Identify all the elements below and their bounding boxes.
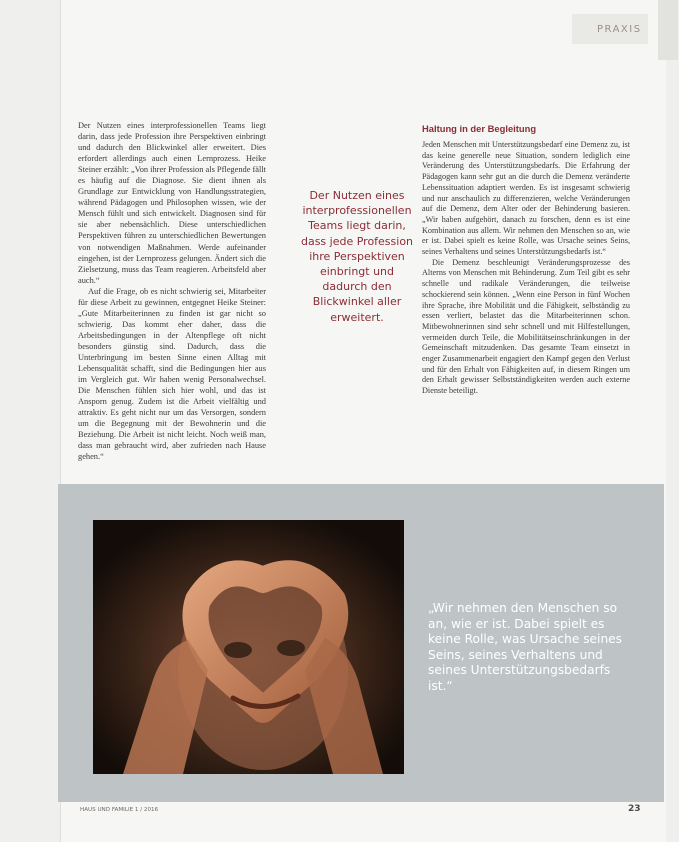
left-article-column [78, 120, 266, 462]
right-body [422, 140, 630, 450]
right-paragraph: Jeden Menschen mit Unterstützungsbedarf eine Demenz zu, ist das keine generelle neue Situation, sondern lediglich eine Veränderung des Unterstützungsbedarfs. Die Erfahrung der Pädagogen kann sehr gut an die durch die Demenz veränderte Lebenssituation adaptiert werden. Es ist insgesamt schwierig und nur anschaulich zu differenzieren, welche Veränderungen auf die Demenz, dem Alter oder der Behinderung basieren. „Wir haben aufgehört, danach zu forschen, denn es ist eine Kombination aus allem. Wir nehmen den Menschen so an, wie er ist. Dabei spielt es keine Rolle, was Ursache seines Seins, seines Verhaltens und seines Unterstützungsbedarfs ist.“ [422, 140, 630, 257]
mid-pullquote: Der Nutzen eines interprofessionellen Teams liegt darin, dass jede Profession ihre Perspektiven einbringt und dadurch den Blickwinkel aller erweitert. [300, 189, 414, 324]
section-label: PRAXIS [597, 23, 642, 35]
page-corner [658, 0, 678, 60]
photo-illustration [93, 520, 404, 774]
section-heading: Haltung in der Begleitung [422, 123, 537, 134]
right-article-column [422, 123, 630, 450]
left-paragraph: Auf die Frage, ob es nicht schwierig sei, Mitarbeiter für diese Arbeit zu gewinnen, entgegnet Heike Steiner: „Gute Mitarbeiterinnen zu finden ist gar nicht so schwierig. Das kommt eher daher, dass die Arbeitsbedingungen in der Altenpflege oft nicht besonders günstig sind. Dadurch, dass die Unterbringung im besten Sinne einen Alltag mit Lebensqualität schafft, sind die Bedingungen hier aus im Vergleich gut. Wir haben wenig Personalwechsel. Die Menschen fühlen sich hier wohl, und das ist Ansporn genug. Zudem ist die Arbeit vielfältig und attraktiv. Es geht nicht nur um das Versorgen, sondern um die Begegnung mit der Bewohnerin und die Beziehung. Die Arbeit ist nicht leicht. Noch weiß man, dass man gebraucht wird, aber zufrieden nach Hause gehen.“ [78, 286, 266, 462]
feature-quote: „Wir nehmen den Menschen so an, wie er ist. Dabei spielt es keine Rolle, was Ursache seines Seins, seines Verhaltens und seines Unterstützungsbedarfs ist.“ [428, 601, 623, 693]
left-paragraph: Der Nutzen eines interprofessionellen Teams liegt darin, dass jede Profession ihre Perspektiven einbringt und dadurch den Blickwinkel aller erweitert. Dies erfordert allerdings auch einen Lernprozess. Heike Steiner erzählt: „Von ihrer Profession als Pflegende fällt es häufig auf die Diagnose. Sie dient ihnen als Grundlage zur Entwicklung von Handlungsstrategien, während Pädagogen und Philosophen wissen, wie der Mensch fühlt und sich entwickelt. Diagnosen sind für sie aber nebensächlich. Diese unterschiedlichen Perspektiven führen zu unterschiedlichen Bewertungen von notwendigen Maßnahmen. Werde aufeinander eingehen, ist der Lernprozess gelungen. Ändert sich die Zielsetzung, muss das Team reagieren. Arbeitsfeld aber auch.“ [78, 121, 266, 285]
right-paragraph: Die Demenz beschleunigt Veränderungsprozesse des Alterns von Menschen mit Behinderung. Zum Teil gibt es sehr schnelle und radikale Veränderungen, die teilweise schockierend sein können. „Wenn eine Person in fünf Wochen ihre Sprache, ihre Mobilität und die Fähigkeit, selbständig zu essen verliert, belastet das die Mitarbeiterinnen schon. Mitbewohnerinnen sind sehr schnell und mit Hilfestellungen, vermeiden durch Teile, die Mobilitätseinschränkungen in der Gemeinschaft mitzudenken. Das gesamte Team einsetzt in enger Zusammenarbeit engagiert den Kampf gegen den Verlust und für den Erhalt von Fähigkeiten auf, in diesem Ringen um den Erhalt gewisser Selbstständigkeiten werden auch externe Dienste beteiligt. [422, 257, 630, 396]
footer-publication: HAUS UND FAMILIE 1 / 2016 [80, 807, 159, 813]
section-header-tab [572, 14, 648, 44]
page-number: 23 [628, 804, 641, 814]
hands-heart-photo [93, 520, 404, 774]
